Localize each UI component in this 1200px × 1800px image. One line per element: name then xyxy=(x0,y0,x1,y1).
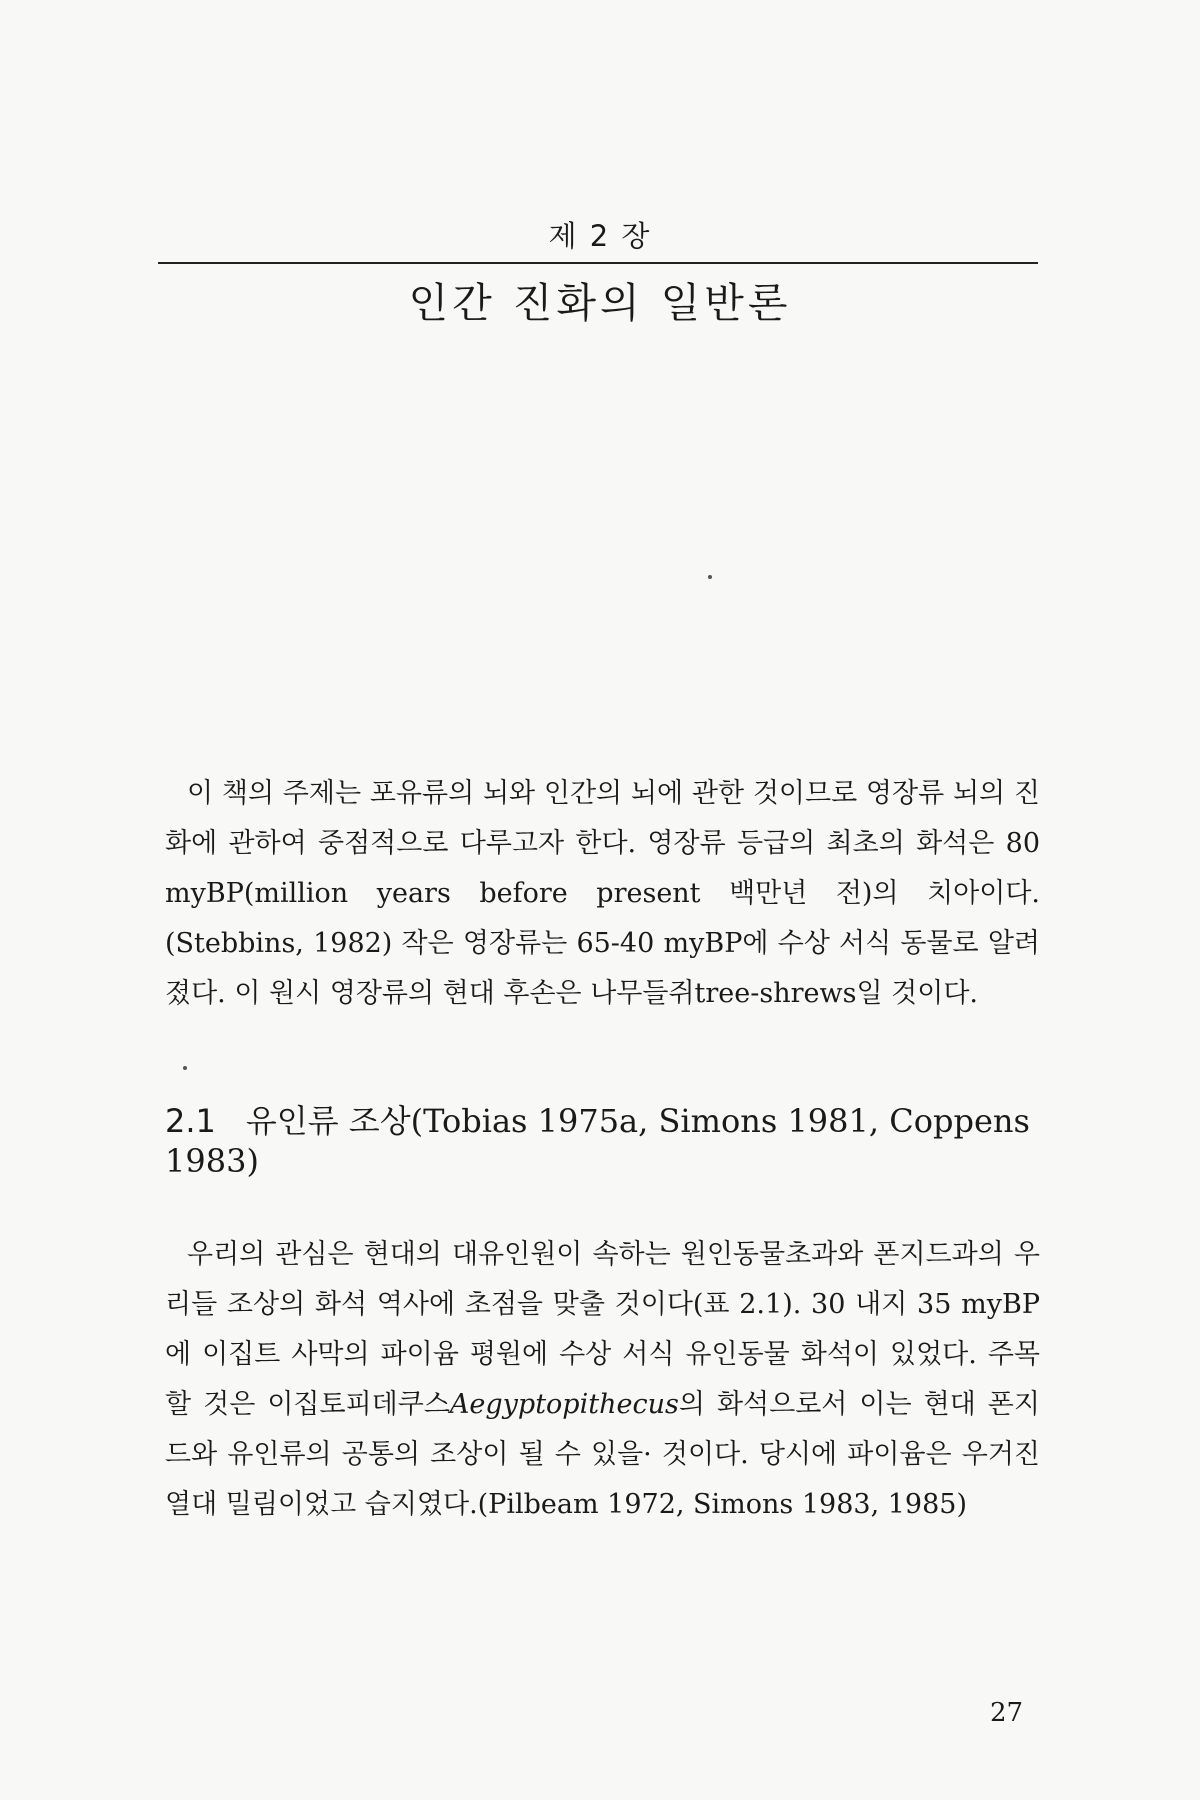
scan-speck xyxy=(708,575,712,579)
genus-name: Aegyptopithecus xyxy=(449,1389,679,1420)
scan-speck xyxy=(183,1066,187,1070)
chapter-label: 제 2 장 xyxy=(548,219,652,253)
page-number: 27 xyxy=(990,1698,1024,1728)
section-title: 유인류 조상(Tobias 1975a, Simons 1981, Coppens 1983) xyxy=(165,1102,1030,1180)
chapter-rule xyxy=(158,262,1038,264)
chapter-title: 인간 진화의 일반론 xyxy=(408,279,792,327)
paragraph-ancestors xyxy=(165,1230,1040,1530)
paragraph-ancestors-part1: 우리의 관심은 현대의 대유인원이 속하는 원인동물초과와 폰지드과의 우리들 조상의 화석 역사에 초점을 맞출 것이다(표 2.1). 30 내지 35 myBP에 이집트 사막의 파이윰 평원에 수상 서식 유인동물 화석이 있었다. 주목할 것은 이집토피데쿠스 xyxy=(165,1239,1040,1420)
paragraph-ancestors-part2: 의 화석으로서 이는 현대 폰지드와 유인류의 공통의 조상이 될 수 있을· 것이다. 당시에 파이윰은 우거진 열대 밀림이었고 습지였다.(Pilbeam 1972, Simons 1983, 1985) xyxy=(165,1389,1040,1520)
paragraph-intro: 이 책의 주제는 포유류의 뇌와 인간의 뇌에 관한 것이므로 영장류 뇌의 진화에 관하여 중점적으로 다루고자 한다. 영장류 등급의 최초의 화석은 80 myBP(million years before present 백만년 전)의 치아이다. (Stebbins, 1982) 작은 영장류는 65-40 myBP에 수상 서식 동물로 알려졌다. 이 원시 영장류의 현대 후손은 나무들쥐tree-shrews일 것이다. xyxy=(165,778,1040,1009)
section-heading xyxy=(165,1096,1040,1180)
section-number: 2.1 xyxy=(165,1102,216,1140)
